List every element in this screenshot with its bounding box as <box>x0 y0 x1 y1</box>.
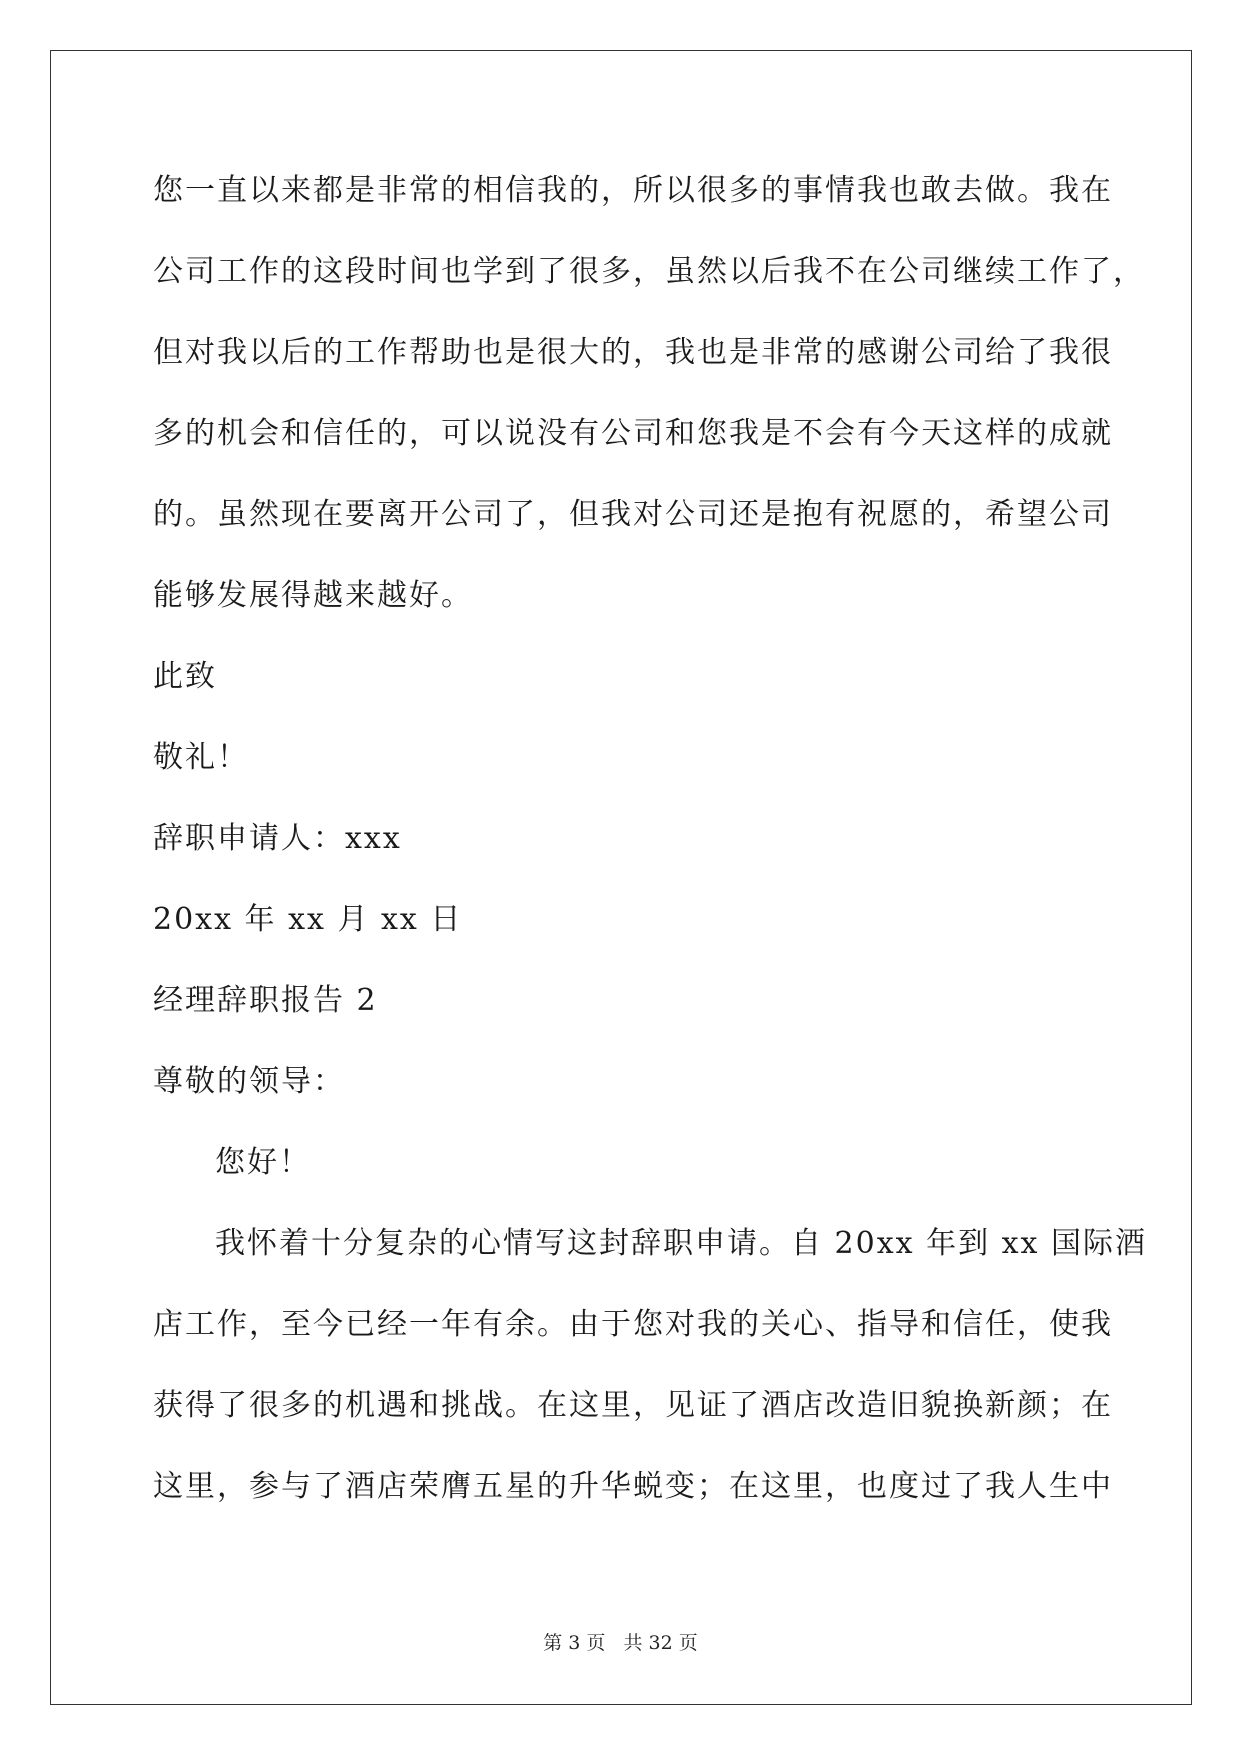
page-footer <box>0 1631 1241 1655</box>
body-line-9: 获得了很多的机遇和挑战。在这里，见证了酒店改造旧貌换新颜；在 <box>153 1388 1113 1423</box>
body-line-10: 这里，参与了酒店荣膺五星的升华蜕变；在这里，也度过了我人生中 <box>153 1469 1113 1504</box>
letter-greeting: 您好！ <box>215 1145 311 1180</box>
letter-addressee: 尊敬的领导： <box>153 1064 345 1099</box>
letter-date: 20xx 年 xx 月 xx 日 <box>153 902 463 937</box>
page-frame <box>50 50 1192 1705</box>
page-number: 第 3 页 <box>543 1632 606 1654</box>
closing-salutation: 此致 <box>153 659 217 694</box>
page-total: 共 32 页 <box>623 1632 698 1654</box>
section-title: 经理辞职报告 2 <box>153 983 378 1018</box>
applicant-signature: 辞职申请人：xxx <box>153 821 402 856</box>
body-line-7: 我怀着十分复杂的心情写这封辞职申请。自 20xx 年到 xx 国际酒 <box>215 1226 1147 1261</box>
body-line-4: 多的机会和信任的，可以说没有公司和您我是不会有今天这样的成就 <box>153 416 1113 451</box>
body-line-6: 能够发展得越来越好。 <box>153 578 473 613</box>
body-line-5: 的。虽然现在要离开公司了，但我对公司还是抱有祝愿的，希望公司 <box>153 497 1113 532</box>
body-line-3: 但对我以后的工作帮助也是很大的，我也是非常的感谢公司给了我很 <box>153 335 1113 370</box>
body-line-2: 公司工作的这段时间也学到了很多，虽然以后我不在公司继续工作了， <box>153 254 1145 289</box>
body-line-8: 店工作，至今已经一年有余。由于您对我的关心、指导和信任，使我 <box>153 1307 1113 1342</box>
body-line-1: 您一直以来都是非常的相信我的，所以很多的事情我也敢去做。我在 <box>153 173 1113 208</box>
closing-regards: 敬礼！ <box>153 740 249 775</box>
